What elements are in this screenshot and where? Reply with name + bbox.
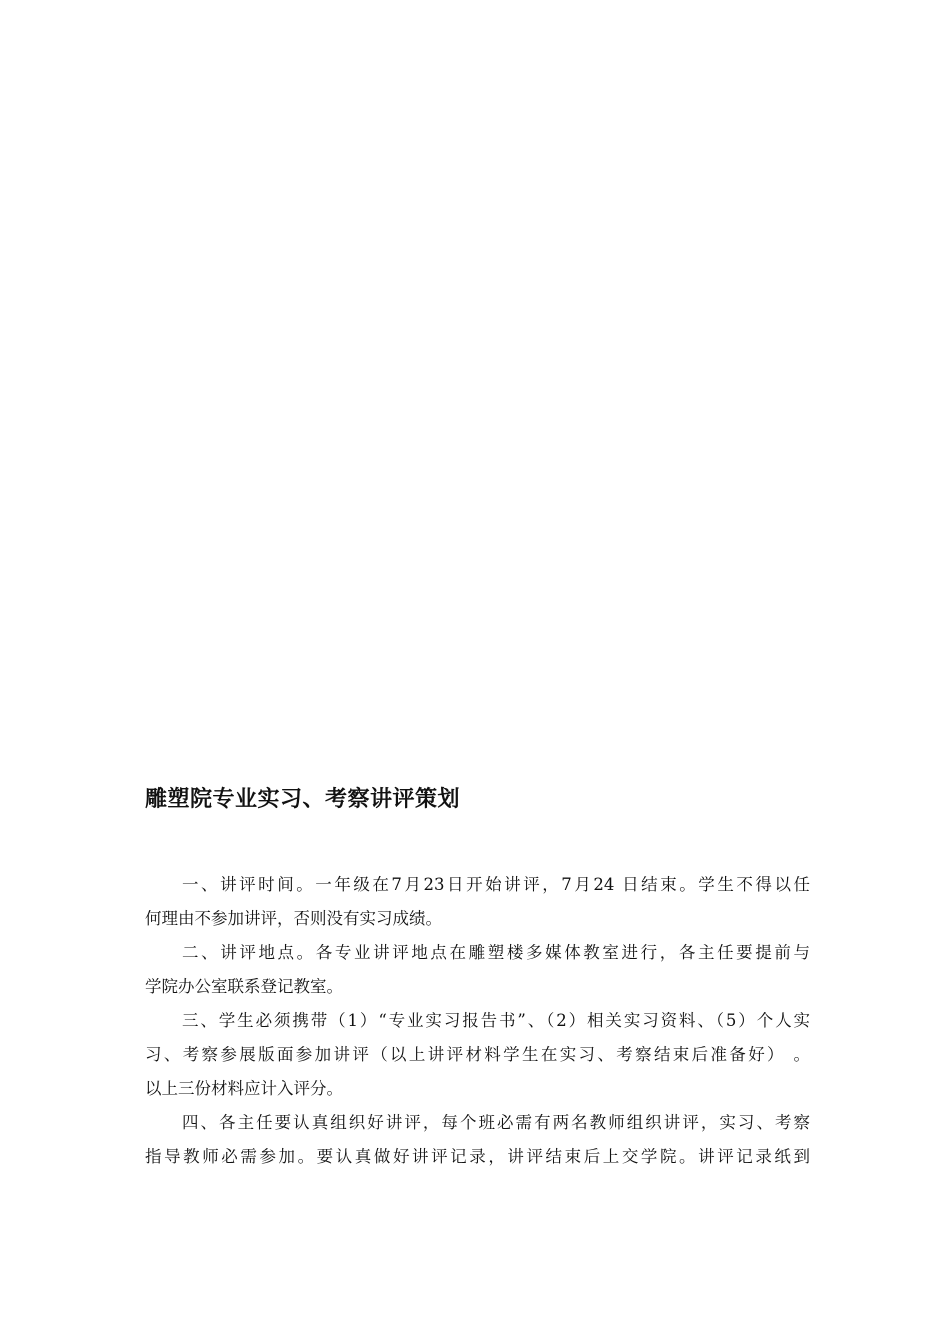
paragraph-3-line-2: 习、考察参展版面参加讲评（以上讲评材料学生在实习、考察结束后准备好） 。	[145, 1045, 810, 1064]
paragraph-4-line-2: 指导教师必需参加。要认真做好讲评记录，讲评结束后上交学院。讲评记录纸到	[145, 1147, 810, 1166]
paragraph-1-line-2: 何理由不参加讲评，否则没有实习成绩。	[145, 909, 442, 928]
paragraph-3-line-3: 以上三份材料应计入评分。	[145, 1079, 343, 1098]
document-body	[145, 868, 810, 1174]
document-title: 雕塑院专业实习、考察讲评策划	[145, 787, 461, 812]
paragraph-4-line-1: 四、各主任要认真组织好讲评，每个班必需有两名教师组织讲评，实习、考察	[182, 1113, 810, 1132]
paragraph-2-line-1: 二、讲评地点。各专业讲评地点在雕塑楼多媒体教室进行，各主任要提前与	[182, 943, 810, 962]
paragraph-3-line-1: 三、学生必须携带（1）“专业实习报告书”、（2）相关实习资料、（5）个人实	[182, 1011, 810, 1030]
paragraph-1-line-1: 一、讲评时间。一年级在7月23日开始讲评，7月24 日结束。学生不得以任	[182, 875, 810, 894]
paragraph-2-line-2: 学院办公室联系登记教室。	[145, 977, 343, 996]
